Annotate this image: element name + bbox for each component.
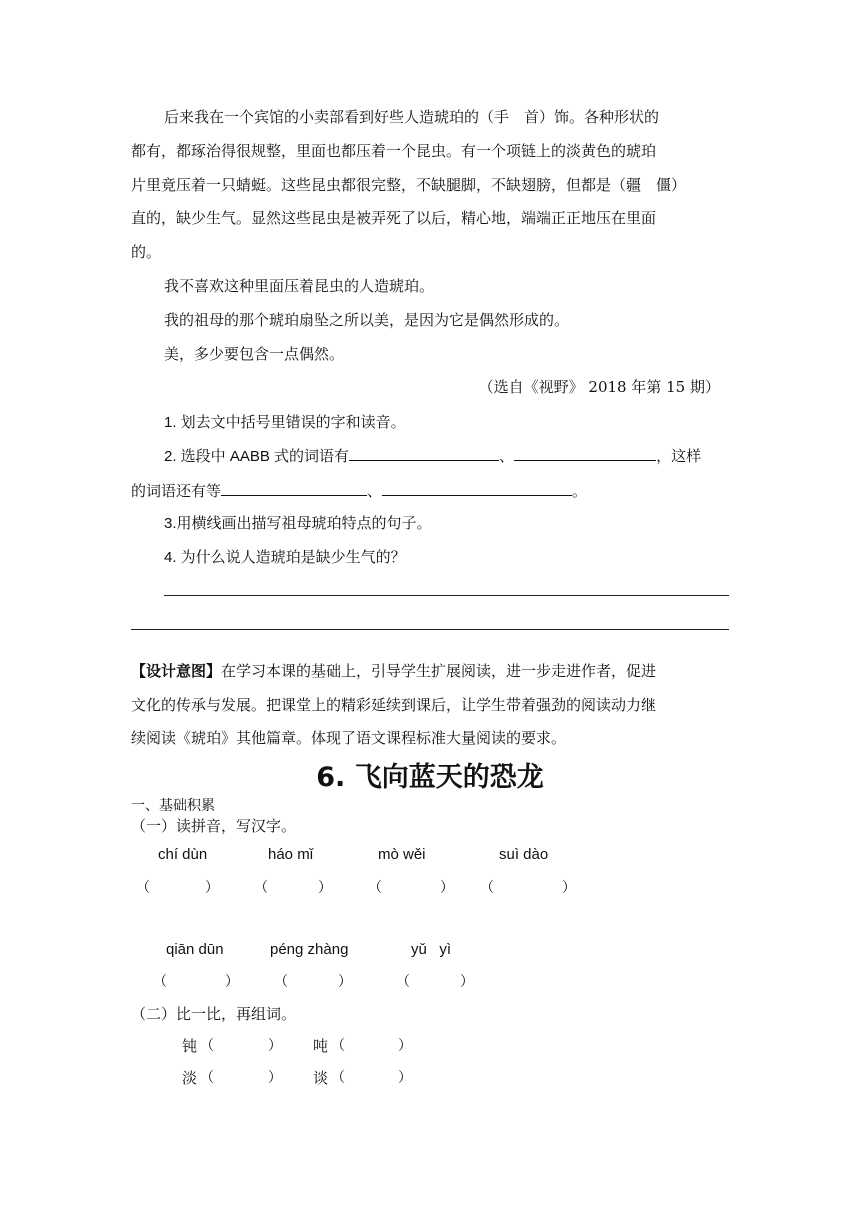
subsection-heading: （二）比一比，再组词。	[131, 1005, 297, 1023]
subsection-heading: （一）读拼音，写汉字。	[131, 817, 297, 835]
answer-paren-open: （	[200, 1070, 214, 1086]
lesson-title: 6. 飞向蓝天的恐龙	[316, 762, 544, 793]
answer-paren-open: （	[274, 974, 288, 990]
answer-paren-open: （	[396, 974, 410, 990]
question-2-text: 。	[572, 483, 588, 500]
separator: 、	[367, 483, 383, 500]
design-intent-line	[131, 660, 656, 681]
passage-line: 直的，缺少生气。显然这些昆虫是被弄死了以后，精心地，端端正正地压在里面	[131, 209, 657, 227]
answer-paren-close: ）	[562, 880, 576, 896]
pinyin-item: yǔ yì	[411, 941, 452, 958]
question-2-line-2	[131, 479, 587, 501]
answer-paren-close: ）	[225, 974, 239, 990]
answer-blank[interactable]	[221, 479, 367, 496]
answer-paren-open: （	[153, 974, 167, 990]
answer-paren-close: ）	[398, 1070, 412, 1086]
answer-paren-open: （	[480, 880, 494, 896]
answer-paren-open: （	[331, 1070, 345, 1086]
design-intent-text: 在学习本课的基础上，引导学生扩展阅读，进一步走进作者，促进	[221, 663, 657, 680]
section-divider	[131, 629, 729, 630]
question-2-text: 2. 选段中 AABB 式的词语有	[164, 448, 350, 465]
compare-char: 谈	[313, 1069, 329, 1087]
answer-blank[interactable]	[514, 444, 656, 461]
answer-paren-open: （	[254, 880, 268, 896]
compare-char: 淡	[182, 1069, 198, 1087]
answer-paren-open: （	[368, 880, 382, 896]
question-1: 1. 划去文中括号里错误的字和读音。	[164, 414, 406, 431]
passage-paragraph: 美，多少要包含一点偶然。	[164, 345, 345, 363]
question-2-text: ，这样	[656, 448, 702, 465]
section-heading: 一、基础积累	[131, 798, 215, 814]
answer-paren-close: ）	[398, 1038, 412, 1054]
answer-paren-close: ）	[440, 880, 454, 896]
answer-paren-close: ）	[205, 880, 219, 896]
passage-source: （选自《视野》 2018 年第 15 期）	[478, 378, 720, 396]
answer-blank[interactable]	[382, 479, 572, 496]
answer-line[interactable]	[164, 595, 729, 596]
passage-line: 后来我在一个宾馆的小卖部看到好些人造琥珀的（手 首）饰。各种形状的	[164, 108, 660, 126]
pinyin-item: péng zhàng	[270, 941, 349, 958]
passage-paragraph: 我不喜欢这种里面压着昆虫的人造琥珀。	[164, 277, 435, 295]
answer-paren-close: ）	[338, 974, 352, 990]
question-4: 4. 为什么说人造琥珀是缺少生气的？	[164, 549, 406, 566]
answer-paren-open: （	[331, 1038, 345, 1054]
answer-paren-close: ）	[460, 974, 474, 990]
answer-paren-close: ）	[268, 1070, 282, 1086]
pinyin-item: suì dào	[499, 846, 549, 863]
question-2-text: 的词语还有等	[131, 483, 222, 500]
pinyin-item: chí dùn	[158, 846, 208, 863]
compare-char: 吨	[313, 1037, 329, 1055]
answer-paren-open: （	[136, 880, 150, 896]
design-intent-label: 【设计意图】	[131, 663, 222, 680]
design-intent-line: 续阅读《琥珀》其他篇章。体现了语文课程标准大量阅读的要求。	[131, 730, 567, 747]
passage-line: 都有，都琢治得很规整，里面也都压着一个昆虫。有一个项链上的淡黄色的琥珀	[131, 142, 657, 160]
pinyin-item: qiān dūn	[166, 941, 224, 958]
question-3: 3.用横线画出描写祖母琥珀特点的句子。	[164, 515, 432, 532]
passage-line: 片里竟压着一只蜻蜓。这些昆虫都很完整，不缺腿脚，不缺翅膀，但都是（疆 僵）	[131, 176, 687, 194]
answer-blank[interactable]	[349, 444, 499, 461]
passage-line: 的。	[131, 243, 162, 261]
compare-char: 钝	[182, 1037, 198, 1055]
question-2	[164, 444, 701, 466]
pinyin-item: háo mǐ	[268, 846, 314, 863]
pinyin-item: mò wěi	[378, 846, 426, 863]
answer-paren-close: ）	[318, 880, 332, 896]
passage-paragraph: 我的祖母的那个琥珀扇坠之所以美，是因为它是偶然形成的。	[164, 311, 570, 329]
separator: 、	[499, 448, 515, 465]
design-intent-line: 文化的传承与发展。把课堂上的精彩延续到课后，让学生带着强劲的阅读动力继	[131, 697, 657, 714]
answer-paren-open: （	[200, 1038, 214, 1054]
answer-paren-close: ）	[268, 1038, 282, 1054]
